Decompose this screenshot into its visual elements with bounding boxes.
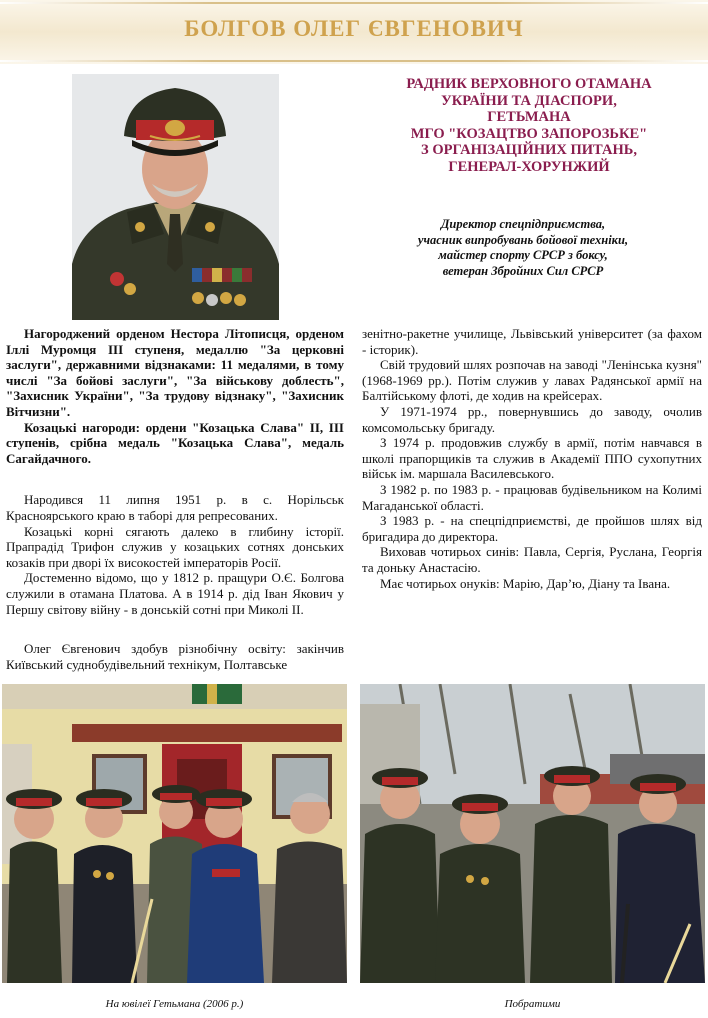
position-title-line: МГО "КОЗАЦТВО ЗАПОРОЗЬКЕ"	[410, 125, 648, 142]
credentials	[392, 217, 654, 279]
credentials-line: учасник випробувань бойової техніки,	[417, 232, 629, 247]
bio-paragraph: Козацькі корні сягають далеко в глибину історії. Прапрадід Трифон служив у козацьких сотнях донських козаків при дворі їх високостей імператорів Росії.	[6, 523, 344, 570]
awards-block	[6, 326, 344, 466]
position-title-line: ГЕТЬМАНА	[487, 109, 571, 125]
bio-paragraph: Має чотирьох онуків: Марію, Дар’ю, Діану та Івана.	[380, 575, 671, 591]
portrait-photo	[72, 74, 279, 320]
bio-paragraph: З 1974 р. продовжив службу в армії, потім навчався в школі прапорщиків та служив в Академії ППО сухопутних військ ім. маршала Василевського.	[362, 435, 702, 482]
brothers-in-arms-photo	[360, 684, 705, 983]
bio-paragraph: З 1982 р. по 1983 р. - працював будівельником на Колимі Магаданської області.	[362, 481, 702, 513]
credentials-line: ветеран Збройних Сил СРСР	[442, 263, 604, 278]
page-title: БОЛГОВ ОЛЕГ ЄВГЕНОВИЧ	[184, 16, 524, 41]
position-title-line: РАДНИК ВЕРХОВНОГО ОТАМАНА	[406, 76, 652, 92]
bio-paragraph: Свій трудовий шлях розпочав на заводі "Ленінська кузня" (1968-1969 рр.). Потім служив у лавах Радянської армії на Балтійському флоті, де ходив на крейсерах.	[362, 357, 702, 404]
credentials-line: майстер спорту СРСР з боксу,	[438, 248, 608, 262]
text-column-right	[362, 326, 702, 591]
bio-paragraph: У 1971-1974 рр., повернувшись до заводу, очолив комсомольську бригаду.	[362, 403, 702, 435]
awards-paragraph: Нагороджений орденом Нестора Літописця, орденом Іллі Муромця III ступеня, медаллю "За церковні заслуги", державними відзнаками: 11 медалями, в тому числі "За бойові заслуги", "За військову доблесть", "Захисник України", "За трудову відзнаку", "Захисник Вітчизни".	[6, 326, 344, 419]
position-title-line: УКРАЇНИ ТА ДІАСПОРИ,	[441, 92, 617, 109]
bio-paragraph: Олег Євгенович здобув різнобічну освіту: закінчив Київський суднобудівельний технікум, Полтавське	[6, 641, 344, 672]
credentials-line: Директор спецпідприємства,	[440, 217, 606, 231]
bio-paragraph: Достеменно відомо, що у 1812 р. пращури О.Є. Болгова служили в отамана Платова. А в 1914 р. дід Іван Якович у Першу світову війну - в донській сотні при Миколі II.	[6, 570, 344, 617]
awards-paragraph: Козацькі нагороди: ордени "Козацька Слава" II, III ступенів, срібна медаль "Козацька Слава", медаль Сагайдачного.	[6, 419, 344, 466]
caption-brothers-in-arms: Побратими	[504, 998, 561, 1010]
position-title	[362, 76, 696, 175]
anniversary-photo	[2, 684, 347, 983]
caption-anniversary: На ювілеї Гетьмана (2006 р.)	[105, 998, 244, 1010]
bio-paragraph: Виховав чотирьох синів: Павла, Сергія, Руслана, Георгія та доньку Анастасію.	[362, 544, 702, 575]
text-column-left	[6, 326, 344, 672]
position-title-line: ГЕНЕРАЛ-ХОРУНЖИЙ	[448, 158, 610, 175]
bio-paragraph: З 1983 р. - на спецпідприємстві, де пройшов шлях від бригадира до директора.	[362, 513, 702, 544]
position-title-line: З ОРГАНІЗАЦІЙНИХ ПИТАНЬ,	[421, 142, 637, 158]
bio-paragraph: Народився 11 липня 1951 р. в с. Норільськ Красноярського краю в таборі для репресованих.	[6, 492, 344, 523]
bio-paragraph-continued: зенітно-ракетне училище, Львівський університет (за фахом - історик).	[362, 326, 702, 357]
